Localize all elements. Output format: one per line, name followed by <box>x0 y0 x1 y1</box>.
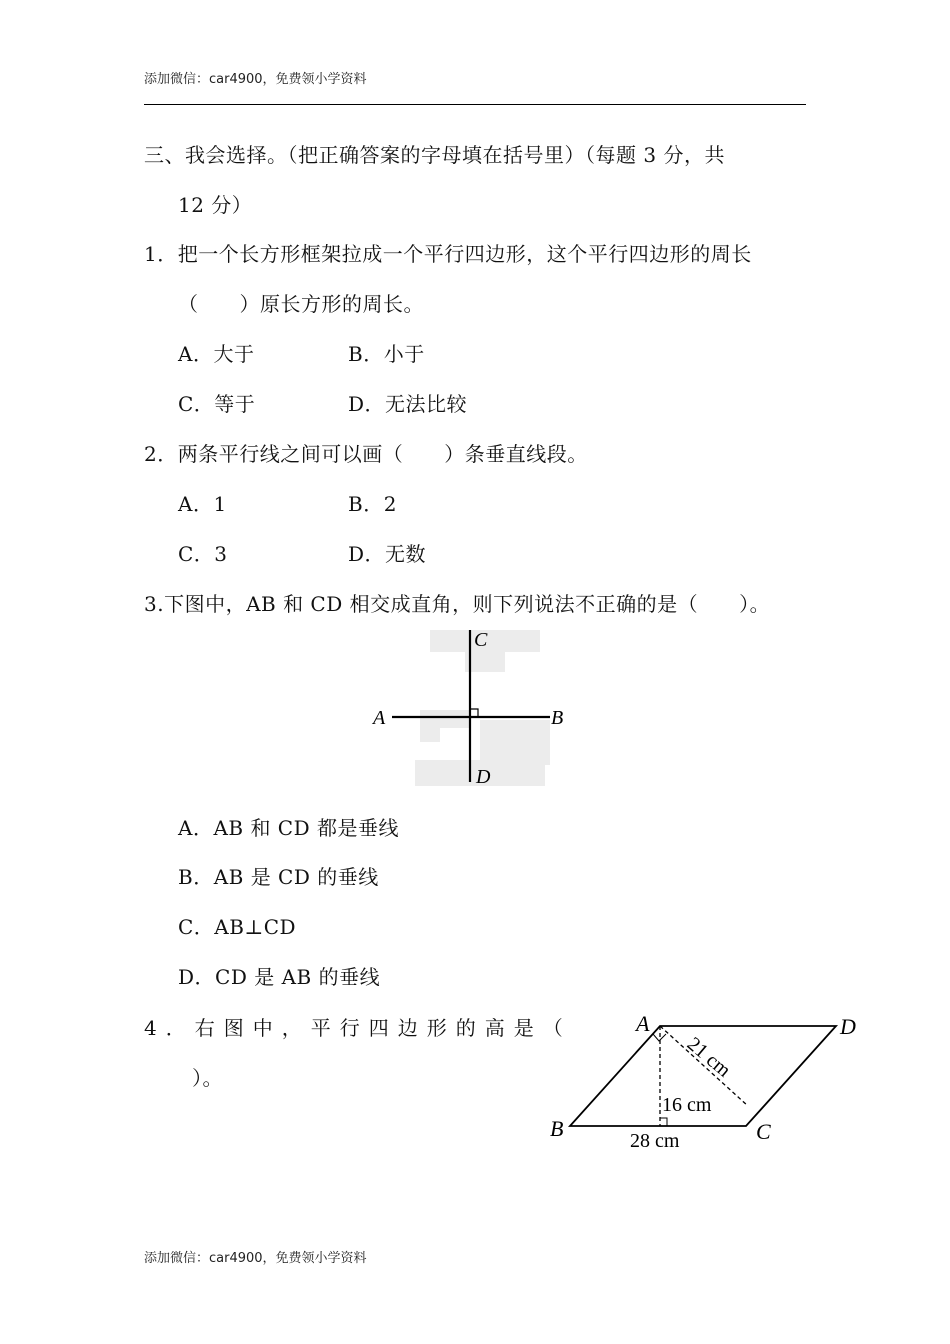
page-footer: 添加微信：car4900，免费领小学资料 <box>144 1251 367 1266</box>
page-header: 添加微信：car4900，免费领小学资料 <box>144 72 367 87</box>
q1-option-d: D．无法比较 <box>348 392 468 416</box>
section-title: 三、我会选择。（把正确答案的字母填在括号里）（每题 3 分，共 <box>144 143 725 167</box>
right-angle-mark-base <box>660 1118 667 1126</box>
vertex-label-a: A <box>636 1011 650 1036</box>
q2-option-a: A．1 <box>178 492 227 516</box>
height-length-label: 16 cm <box>662 1094 712 1116</box>
section-title-cont: 12 分） <box>178 193 253 217</box>
perpendicular-lines-figure <box>360 620 590 798</box>
q3-option-a: A．AB 和 CD 都是垂线 <box>178 816 399 840</box>
point-label-d: D <box>476 766 491 788</box>
vertex-label-d: D <box>840 1014 856 1039</box>
q2-option-b: B．2 <box>348 492 397 516</box>
q1-option-b: B．小于 <box>348 342 425 366</box>
point-label-c: C <box>474 629 488 651</box>
q3-option-d: D．CD 是 AB 的垂线 <box>178 965 381 989</box>
header-divider <box>144 104 806 105</box>
q3-option-c: C．AB⊥CD <box>178 915 297 939</box>
q1-option-a: A．大于 <box>178 342 255 366</box>
question-4-text: 4．右图中，平行四边形的高是（ <box>144 1016 572 1040</box>
question-1-text-cont: （ ）原长方形的周长。 <box>178 292 424 316</box>
diagonal-length-label: 21 cm <box>682 1032 735 1082</box>
vertex-label-c: C <box>756 1119 771 1144</box>
point-label-b: B <box>551 707 564 729</box>
question-1-text: 1．把一个长方形框架拉成一个平行四边形，这个平行四边形的周长 <box>144 242 752 266</box>
q1-option-c: C．等于 <box>178 392 256 416</box>
q2-option-d: D．无数 <box>348 542 427 566</box>
question-4-text-cont: ）。 <box>192 1066 223 1090</box>
q2-option-c: C．3 <box>178 542 228 566</box>
parallelogram-figure <box>540 1006 870 1156</box>
question-2-text: 2．两条平行线之间可以画（ ）条垂直线段。 <box>144 442 588 466</box>
q3-option-b: B．AB 是 CD 的垂线 <box>178 865 379 889</box>
question-3-text: 3.下图中，AB 和 CD 相交成直角，则下列说法不正确的是（ ）。 <box>144 592 771 616</box>
watermark-shape <box>415 630 550 786</box>
point-label-a: A <box>373 707 386 729</box>
right-angle-mark <box>470 709 478 717</box>
base-length-label: 28 cm <box>630 1130 680 1152</box>
vertex-label-b: B <box>550 1116 564 1141</box>
